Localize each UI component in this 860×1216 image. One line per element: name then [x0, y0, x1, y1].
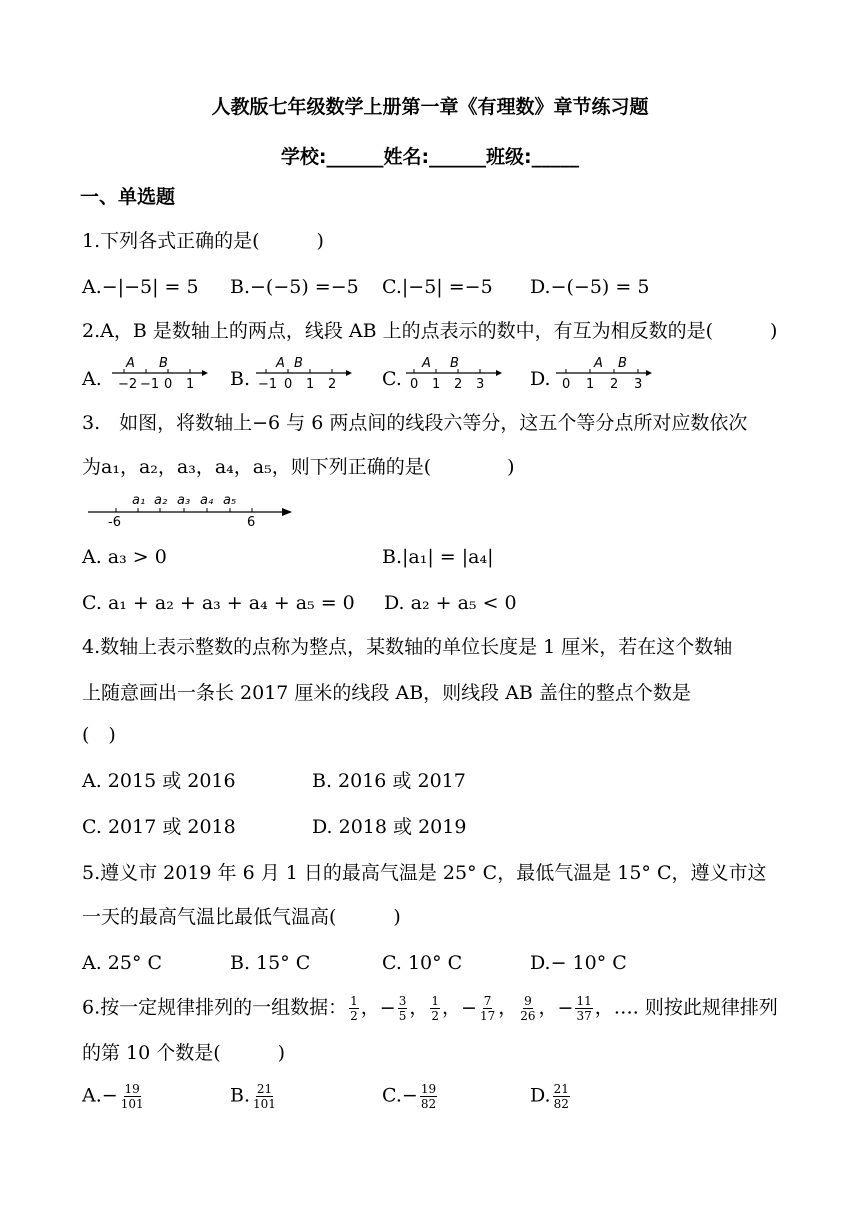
q1-option-b[interactable]: B.−(−5) =−5	[230, 276, 359, 298]
q3-label-a5: a₅	[223, 493, 237, 508]
q2-numberline-d	[552, 356, 652, 392]
q2b-tick-2: 0	[284, 377, 293, 392]
q6-option-a[interactable]: A.− $\frac{19}{101}$	[82, 1082, 144, 1111]
q2b-tick-4: 2	[328, 377, 337, 392]
q3-label-a1: a₁	[132, 493, 146, 508]
q2c-tick-1: 0	[410, 377, 419, 392]
q2a-point-b: B	[159, 356, 168, 371]
q2d-tick-1: 0	[562, 377, 571, 392]
q3-tick-neg6: -6	[108, 515, 121, 530]
q3-option-d[interactable]: D. a₂ + a₅ < 0	[384, 592, 517, 614]
q3-tick-6: 6	[247, 515, 256, 530]
q1-option-c[interactable]: C.|−5| =−5	[382, 276, 493, 298]
q3-label-a2: a₂	[154, 493, 168, 508]
q2a-tick-3: 0	[164, 377, 173, 392]
q3-option-b[interactable]: B.|a₁| = |a₄|	[382, 546, 494, 568]
q2d-point-a: A	[594, 356, 603, 371]
question-6-stem-line1: 6.按一定规律排列的一组数据： $\frac{1}{2}$ ，− $\frac{3}{5}$ ， $\frac{1}{2}$ ，− $\frac{7}{17}$ ， $\frac{9}{26}$ ，− $\frac{11}{37}$ ，…. 则按此规律排列	[82, 994, 778, 1023]
q2-option-a-label: A.	[82, 368, 102, 390]
q1-option-d[interactable]: D.−(−5) = 5	[530, 276, 650, 298]
q2-option-a[interactable]	[82, 366, 102, 392]
q2c-tick-2: 1	[432, 377, 441, 392]
q2-option-d-label: D.	[530, 368, 551, 390]
q2b-tick-1: −1	[258, 377, 278, 392]
q5-option-c[interactable]: C. 10° C	[382, 952, 463, 974]
q2b-point-a: A	[276, 356, 285, 371]
question-4-stem-line3: ( )	[82, 724, 116, 746]
q2b-tick-3: 1	[306, 377, 315, 392]
q2a-tick-1: −2	[118, 377, 138, 392]
q6-stem-suffix: ，…. 则按此规律排列	[594, 996, 778, 1019]
q2-option-c[interactable]	[382, 366, 402, 392]
q2-numberline-b	[252, 356, 352, 392]
q4-option-d[interactable]: D. 2018 或 2019	[312, 816, 467, 838]
q2-numberline-c	[402, 356, 502, 392]
q2b-point-b: B	[294, 356, 303, 371]
q5-option-b[interactable]: B. 15° C	[230, 952, 311, 974]
question-5-stem-line2: 一天的最高气温比最低气温高( )	[82, 906, 401, 928]
q2d-tick-2: 1	[586, 377, 595, 392]
q2a-tick-4: 1	[186, 377, 195, 392]
q2d-tick-3: 2	[610, 377, 619, 392]
q2-numberline-a	[108, 356, 208, 392]
q6-seq-2: − $\frac{3}{5}$	[379, 994, 407, 1023]
q1-option-a[interactable]: A.−|−5| = 5	[82, 276, 199, 298]
q5-option-d[interactable]: D.− 10° C	[530, 952, 627, 974]
question-2-stem: 2.A，B 是数轴上的两点，线段 AB 上的点表示的数中，有互为相反数的是( )	[82, 320, 778, 342]
question-5-stem-line1: 5.遵义市 2019 年 6 月 1 日的最高气温是 25° C，最低气温是 15° C，遵义市这	[82, 862, 767, 884]
q2-option-d[interactable]	[530, 366, 551, 392]
student-info-line: 学校:______姓名:______班级:_____	[280, 146, 580, 168]
question-4-stem-line2: 上随意画出一条长 2017 厘米的线段 AB，则线段 AB 盖住的整点个数是	[82, 682, 691, 704]
q6-option-c[interactable]: C.− $\frac{19}{82}$	[382, 1082, 437, 1111]
q2-option-c-label: C.	[382, 368, 402, 390]
q4-option-a[interactable]: A. 2015 或 2016	[82, 770, 236, 792]
q3-option-a[interactable]: A. a₃ > 0	[82, 546, 167, 568]
q6-seq-6: − $\frac{11}{37}$	[557, 994, 592, 1023]
q3-label-a4: a₄	[200, 493, 214, 508]
q2d-point-b: B	[618, 356, 627, 371]
q6-seq-5: $\frac{9}{26}$	[520, 994, 536, 1023]
q2a-point-a: A	[126, 356, 135, 371]
q6-seq-3: $\frac{1}{2}$	[431, 994, 440, 1023]
q2c-tick-4: 3	[476, 377, 485, 392]
q6-stem-prefix: 6.按一定规律排列的一组数据：	[82, 996, 348, 1019]
q2d-tick-4: 3	[634, 377, 643, 392]
section-heading: 一、单选题	[80, 186, 176, 208]
q2-option-b-label: B.	[230, 368, 251, 390]
page-title: 人教版七年级数学上册第一章《有理数》章节练习题	[211, 96, 649, 118]
q2a-tick-2: −1	[140, 377, 160, 392]
q5-option-a[interactable]: A. 25° C	[82, 952, 163, 974]
q6-seq-4: − $\frac{7}{17}$	[461, 994, 496, 1023]
question-4-stem-line1: 4.数轴上表示整数的点称为整点，某数轴的单位长度是 1 厘米，若在这个数轴	[82, 636, 733, 658]
q2c-point-a: A	[422, 356, 431, 371]
q4-option-b[interactable]: B. 2016 或 2017	[312, 770, 466, 792]
q3-numberline-figure	[86, 490, 296, 530]
question-6-stem-line2: 的第 10 个数是( )	[82, 1042, 286, 1064]
q2c-tick-3: 2	[454, 377, 463, 392]
q2c-point-b: B	[450, 356, 459, 371]
q3-option-c[interactable]: C. a₁ + a₂ + a₃ + a₄ + a₅ = 0	[82, 592, 355, 614]
q4-option-c[interactable]: C. 2017 或 2018	[82, 816, 236, 838]
q6-seq-1: $\frac{1}{2}$	[350, 994, 358, 1023]
question-3-stem-line2: 为a₁，a₂，a₃，a₄，a₅，则下列正确的是( )	[82, 456, 515, 478]
q6-option-d[interactable]: D. $\frac{21}{82}$	[530, 1082, 569, 1111]
q3-label-a3: a₃	[177, 493, 191, 508]
q2-option-b[interactable]	[230, 366, 250, 392]
question-3-stem-line1: 3. 如图，将数轴上−6 与 6 两点间的线段六等分，这五个等分点所对应数依次	[82, 412, 748, 434]
q6-option-b[interactable]: B. $\frac{21}{101}$	[230, 1082, 276, 1111]
question-1-stem: 1.下列各式正确的是( )	[82, 230, 324, 252]
